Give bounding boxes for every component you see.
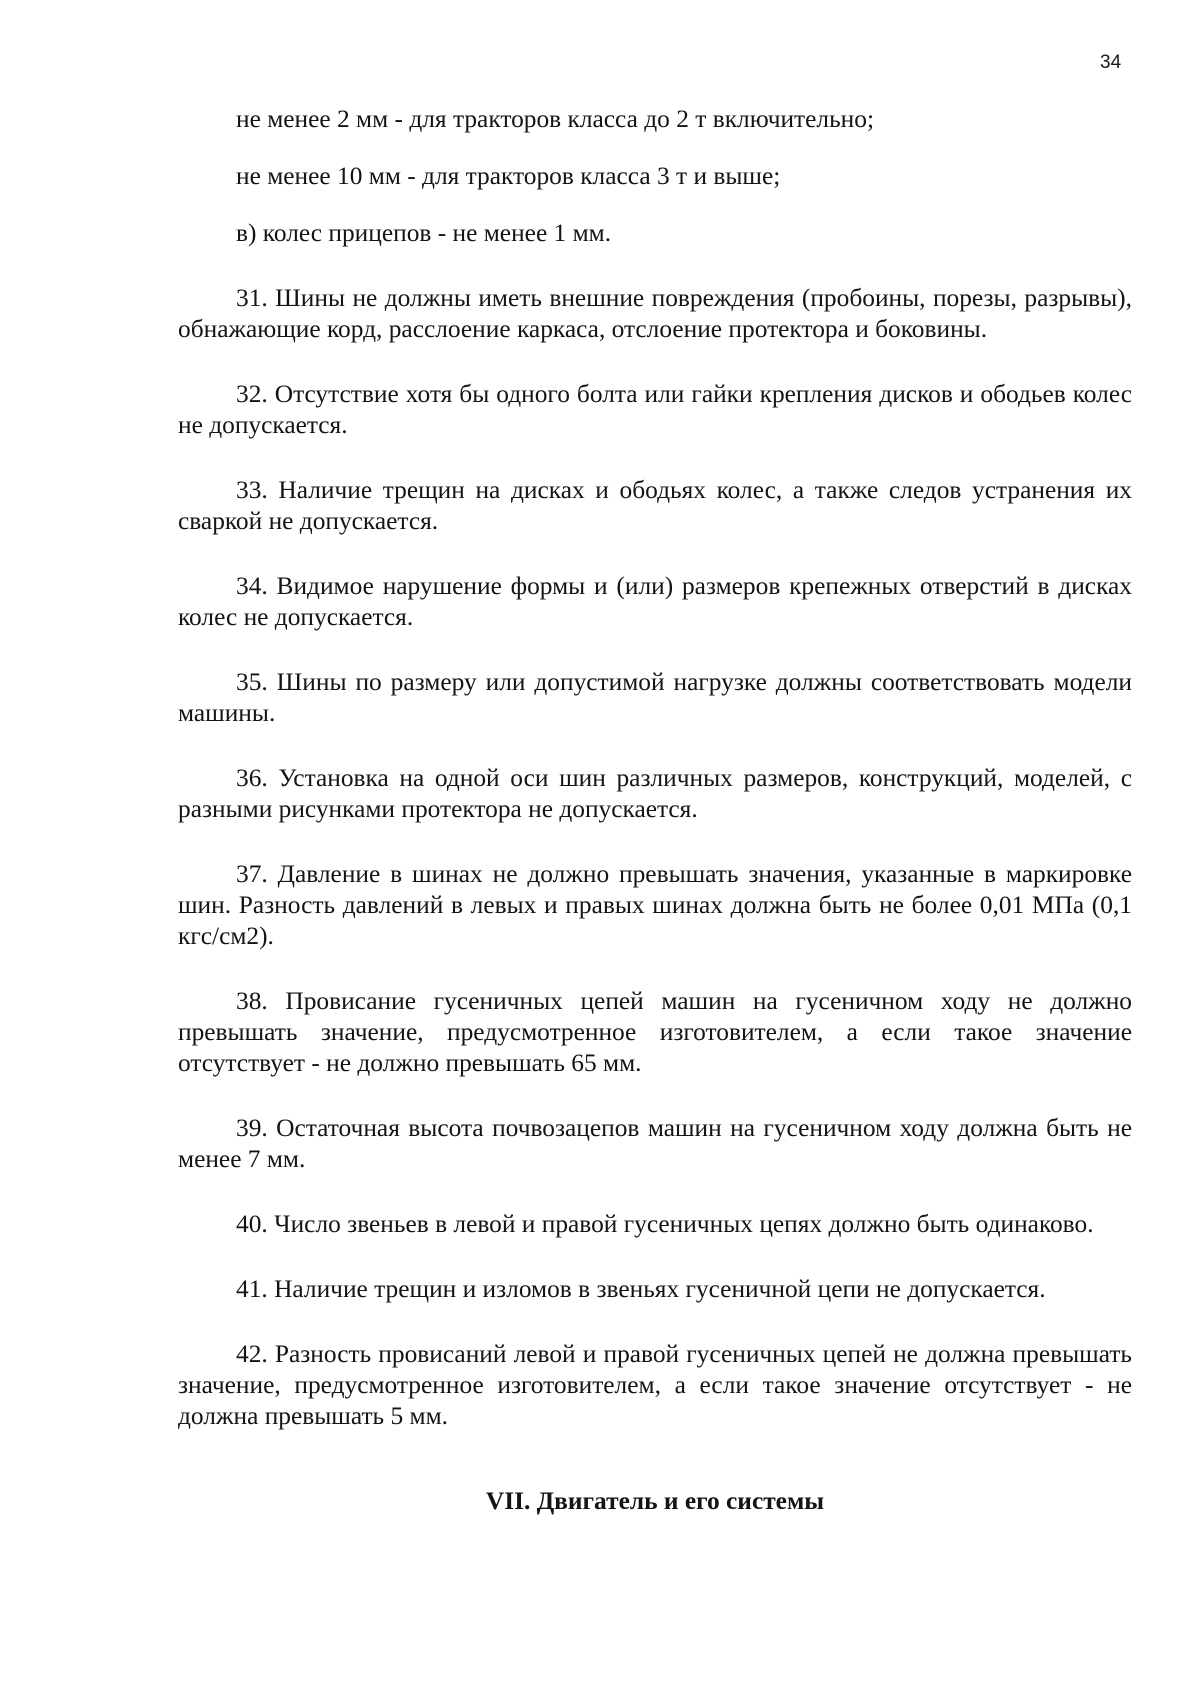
document-body <box>178 104 1132 1517</box>
paragraph-37: 37. Давление в шинах не должно превышать значения, указанные в маркировке шин. Разность давлений в левых и правых шинах должна быть не более 0,01 МПа (0,1 кгс/см2). <box>178 860 1132 950</box>
paragraph-31: 31. Шины не должны иметь внешние повреждения (пробоины, порезы, разрывы), обнажающие корд, расслоение каркаса, отслоение протектора и боковины. <box>178 284 1132 343</box>
paragraph-36: 36. Установка на одной оси шин различных размеров, конструкций, моделей, с разными рисунками протектора не допускается. <box>178 764 1132 823</box>
paragraph-34: 34. Видимое нарушение формы и (или) размеров крепежных отверстий в дисках колес не допускается. <box>178 572 1132 631</box>
paragraph-trailer-wheels: в) колес прицепов - не менее 1 мм. <box>236 219 612 247</box>
paragraph-42: 42. Разность провисаний левой и правой гусеничных цепей не должна превышать значение, предусмотренное изготовителем, а если такое значение отсутствует - не должна превышать 5 мм. <box>178 1340 1132 1430</box>
paragraph-39: 39. Остаточная высота почвозацепов машин на гусеничном ходу должна быть не менее 7 мм. <box>178 1114 1132 1173</box>
paragraph-min-10mm: не менее 10 мм - для тракторов класса 3 т и выше; <box>236 162 781 190</box>
paragraph-40: 40. Число звеньев в левой и правой гусеничных цепях должно быть одинаково. <box>236 1210 1094 1238</box>
paragraph-32: 32. Отсутствие хотя бы одного болта или гайки крепления дисков и ободьев колес не допускается. <box>178 380 1132 439</box>
paragraph-38: 38. Провисание гусеничных цепей машин на гусеничном ходу не должно превышать значение, предусмотренное изготовителем, а если такое значение отсутствует - не должно превышать 65 мм. <box>178 987 1132 1077</box>
paragraph-35: 35. Шины по размеру или допустимой нагрузке должны соответствовать модели машины. <box>178 668 1132 727</box>
paragraph-33: 33. Наличие трещин на дисках и ободьях колес, а также следов устранения их сваркой не допускается. <box>178 476 1132 535</box>
paragraph-41: 41. Наличие трещин и изломов в звеньях гусеничной цепи не допускается. <box>236 1275 1046 1303</box>
paragraph-min-2mm: не менее 2 мм - для тракторов класса до 2 т включительно; <box>236 105 875 133</box>
section-heading: VII. Двигатель и его системы <box>485 1487 825 1515</box>
page-number: 34 <box>1100 52 1122 73</box>
